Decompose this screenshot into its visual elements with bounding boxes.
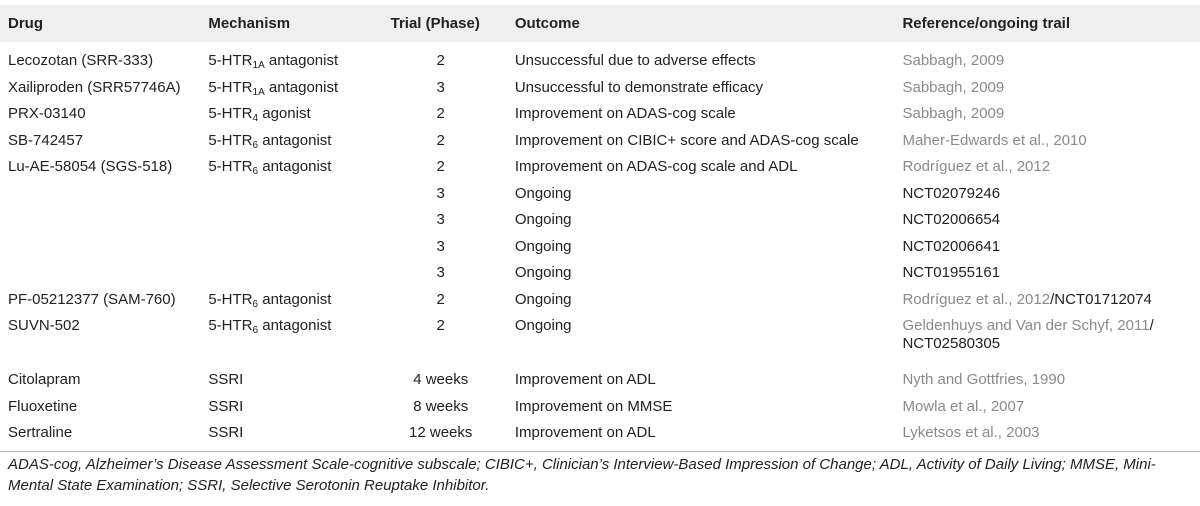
mechanism-subtype: 6 — [252, 325, 259, 336]
drug-name: SB-742457 — [8, 131, 84, 149]
cell-reference — [902, 313, 1200, 367]
table-row — [0, 287, 1200, 314]
drug-name: SUVN-502 — [8, 317, 80, 334]
cell-trial-phase — [377, 287, 505, 314]
reference-trial-id: NCT01955161 — [902, 264, 1001, 282]
table-row — [0, 313, 1200, 367]
cell-outcome — [505, 260, 903, 287]
reference-citation: Mowla et al., 2007 — [902, 397, 1025, 415]
cell-reference — [902, 42, 1200, 75]
outcome-text: Improvement on CIBIC+ score and ADAS-cog scale — [514, 131, 859, 149]
reference-trial-id: NCT02006654 — [902, 211, 1001, 229]
cell-outcome — [505, 207, 903, 234]
drug-name: Lecozotan (SRR-333) — [8, 52, 154, 70]
drug-name: Lu-AE-58054 (SGS-518) — [8, 158, 173, 176]
outcome-text: Improvement on ADL — [514, 424, 656, 442]
mechanism-receptor: 5-HTR — [208, 105, 253, 123]
mechanism-subtype: 6 — [252, 298, 259, 310]
cell-outcome — [505, 234, 903, 261]
drug-trials-table-container — [0, 5, 1200, 452]
table-row — [0, 260, 1200, 287]
cell-drug — [0, 42, 208, 75]
cell-mechanism — [208, 420, 376, 447]
cell-drug — [0, 234, 208, 261]
trial-phase: 2 — [436, 105, 445, 123]
cell-outcome — [505, 75, 903, 102]
table-row — [0, 420, 1200, 447]
cell-mechanism — [208, 207, 376, 234]
cell-outcome — [505, 287, 903, 314]
mechanism-action: antagonist — [264, 52, 339, 70]
cell-reference — [902, 287, 1200, 314]
header-drug: Drug — [8, 15, 43, 32]
trial-phase: 3 — [436, 78, 445, 96]
header-reference: Reference/ongoing trail — [902, 15, 1070, 32]
cell-trial-phase — [377, 101, 505, 128]
mechanism-receptor: SSRI — [208, 424, 244, 442]
outcome-text: Improvement on MMSE — [514, 397, 673, 415]
drug-name: Fluoxetine — [8, 397, 78, 415]
table-body — [0, 42, 1200, 447]
cell-trial-phase — [377, 42, 505, 75]
outcome-text: Ongoing — [514, 237, 572, 255]
outcome-text: Unsuccessful to demonstrate efficacy — [514, 78, 763, 96]
outcome-text: Ongoing — [514, 317, 572, 334]
reference-citation: Lyketsos et al., 2003 — [902, 424, 1040, 442]
mechanism-receptor: 5-HTR — [208, 317, 253, 334]
cell-drug — [0, 367, 208, 394]
header-outcome: Outcome — [514, 15, 580, 32]
cell-mechanism — [208, 367, 376, 394]
mechanism-receptor: 5-HTR — [208, 290, 253, 308]
cell-drug — [0, 181, 208, 208]
cell-trial-phase — [377, 128, 505, 155]
cell-outcome — [505, 420, 903, 447]
table-row — [0, 181, 1200, 208]
header-trial-phase: Trial (Phase) — [390, 15, 480, 32]
cell-trial-phase — [377, 181, 505, 208]
cell-reference — [902, 234, 1200, 261]
trial-phase: 2 — [436, 131, 445, 149]
mechanism-action: antagonist — [258, 290, 332, 308]
cell-mechanism — [208, 128, 376, 155]
mechanism-action: antagonist — [258, 158, 332, 176]
cell-mechanism — [208, 42, 376, 75]
reference-citation: Maher-Edwards et al., 2010 — [902, 131, 1087, 149]
outcome-text: Ongoing — [514, 184, 572, 202]
table-row — [0, 75, 1200, 102]
mechanism-subtype: 6 — [252, 166, 259, 178]
cell-reference — [902, 181, 1200, 208]
mechanism-action: antagonist — [258, 317, 332, 334]
outcome-text: Ongoing — [514, 264, 572, 282]
outcome-text: Improvement on ADL — [514, 371, 656, 389]
drug-trials-table — [0, 5, 1200, 447]
cell-drug — [0, 207, 208, 234]
reference-citation: Rodríguez et al., 2012 — [902, 290, 1051, 308]
drug-name: PRX-03140 — [8, 105, 86, 123]
cell-outcome — [505, 42, 903, 75]
trial-phase: 2 — [436, 317, 445, 334]
trial-phase: 2 — [436, 290, 445, 308]
outcome-text: Ongoing — [514, 211, 572, 229]
cell-trial-phase — [377, 260, 505, 287]
cell-trial-phase — [377, 420, 505, 447]
trial-phase: 2 — [436, 52, 445, 70]
cell-reference — [902, 154, 1200, 181]
reference-trial-id: /NCT01712074 — [1050, 290, 1152, 308]
trial-phase: 3 — [436, 264, 445, 282]
reference-citation: Sabbagh, 2009 — [902, 52, 1005, 70]
table-row — [0, 154, 1200, 181]
cell-mechanism — [208, 313, 376, 367]
trial-phase: 3 — [436, 211, 445, 229]
table-row — [0, 367, 1200, 394]
table-footnote: ADAS-cog, Alzheimer’s Disease Assessment Scale-cognitive subscale; CIBIC+, Clinician’s Interview-Based Impression of Change; ADL, Activity of Daily Living; MMSE, Mini-Mental State Examination; SSRI, Selective Serotonin Reuptake Inhibitor. — [8, 456, 1156, 494]
reference-citation: Sabbagh, 2009 — [902, 105, 1005, 123]
cell-outcome — [505, 101, 903, 128]
trial-phase: 8 weeks — [413, 397, 469, 415]
mechanism-receptor: SSRI — [208, 397, 244, 415]
mechanism-subtype: 1A — [252, 86, 265, 98]
cell-outcome — [505, 154, 903, 181]
drug-name: Xailiproden (SRR57746A) — [8, 78, 181, 96]
reference-citation: Nyth and Gottfries, 1990 — [902, 371, 1066, 389]
cell-outcome — [505, 128, 903, 155]
cell-reference — [902, 367, 1200, 394]
reference-trial-id: NCT02006641 — [902, 237, 1001, 255]
drug-name: Sertraline — [8, 424, 73, 442]
mechanism-action: antagonist — [258, 131, 332, 149]
cell-trial-phase — [377, 394, 505, 421]
mechanism-subtype: 6 — [252, 139, 259, 151]
drug-name: PF-05212377 (SAM-760) — [8, 290, 176, 308]
drug-name: Citolapram — [8, 371, 81, 389]
cell-mechanism — [208, 75, 376, 102]
cell-trial-phase — [377, 75, 505, 102]
cell-mechanism — [208, 234, 376, 261]
trial-phase: 3 — [436, 237, 445, 255]
trial-phase: 2 — [436, 158, 445, 176]
trial-phase: 12 weeks — [409, 424, 473, 442]
table-header-row — [0, 5, 1200, 42]
cell-reference — [902, 128, 1200, 155]
table-row — [0, 394, 1200, 421]
cell-outcome — [505, 394, 903, 421]
outcome-text: Improvement on ADAS-cog scale — [514, 105, 736, 123]
reference-citation: Geldenhuys and Van der Schyf, 2011 — [902, 317, 1150, 334]
cell-trial-phase — [377, 154, 505, 181]
mechanism-receptor: 5-HTR — [208, 52, 253, 70]
table-row — [0, 207, 1200, 234]
cell-drug — [0, 154, 208, 181]
cell-drug — [0, 101, 208, 128]
cell-drug — [0, 75, 208, 102]
header-mechanism: Mechanism — [208, 15, 291, 32]
cell-drug — [0, 287, 208, 314]
cell-trial-phase — [377, 313, 505, 367]
cell-outcome — [505, 367, 903, 394]
mechanism-receptor: SSRI — [208, 371, 244, 389]
cell-outcome — [505, 313, 903, 367]
reference-trial-id: / — [1149, 317, 1154, 334]
mechanism-subtype: 1A — [252, 60, 265, 72]
cell-drug — [0, 394, 208, 421]
reference-citation: Sabbagh, 2009 — [902, 78, 1005, 96]
cell-mechanism — [208, 260, 376, 287]
cell-drug — [0, 313, 208, 367]
cell-mechanism — [208, 154, 376, 181]
table-row — [0, 42, 1200, 75]
table-row — [0, 101, 1200, 128]
mechanism-receptor: 5-HTR — [208, 158, 253, 176]
cell-reference — [902, 394, 1200, 421]
trial-phase: 3 — [436, 184, 445, 202]
reference-citation: Rodríguez et al., 2012 — [902, 158, 1051, 176]
cell-reference — [902, 75, 1200, 102]
cell-drug — [0, 128, 208, 155]
cell-reference — [902, 101, 1200, 128]
cell-mechanism — [208, 394, 376, 421]
cell-trial-phase — [377, 367, 505, 394]
cell-mechanism — [208, 181, 376, 208]
reference-trial-id-2: NCT02580305 — [902, 335, 1001, 352]
trial-phase: 4 weeks — [413, 371, 469, 389]
cell-mechanism — [208, 101, 376, 128]
outcome-text: Unsuccessful due to adverse effects — [514, 52, 756, 70]
reference-trial-id: NCT02079246 — [902, 184, 1001, 202]
mechanism-receptor: 5-HTR — [208, 78, 253, 96]
cell-drug — [0, 260, 208, 287]
cell-drug — [0, 420, 208, 447]
mechanism-action: antagonist — [264, 78, 339, 96]
mechanism-receptor: 5-HTR — [208, 131, 253, 149]
table-row — [0, 234, 1200, 261]
cell-reference — [902, 260, 1200, 287]
cell-mechanism — [208, 287, 376, 314]
mechanism-action: agonist — [258, 105, 311, 123]
table-bottom-rule — [0, 451, 1200, 452]
cell-trial-phase — [377, 234, 505, 261]
cell-reference — [902, 207, 1200, 234]
outcome-text: Improvement on ADAS-cog scale and ADL — [514, 158, 798, 176]
mechanism-subtype: 4 — [252, 113, 259, 125]
table-row — [0, 128, 1200, 155]
cell-outcome — [505, 181, 903, 208]
cell-trial-phase — [377, 207, 505, 234]
cell-reference — [902, 420, 1200, 447]
outcome-text: Ongoing — [514, 290, 572, 308]
